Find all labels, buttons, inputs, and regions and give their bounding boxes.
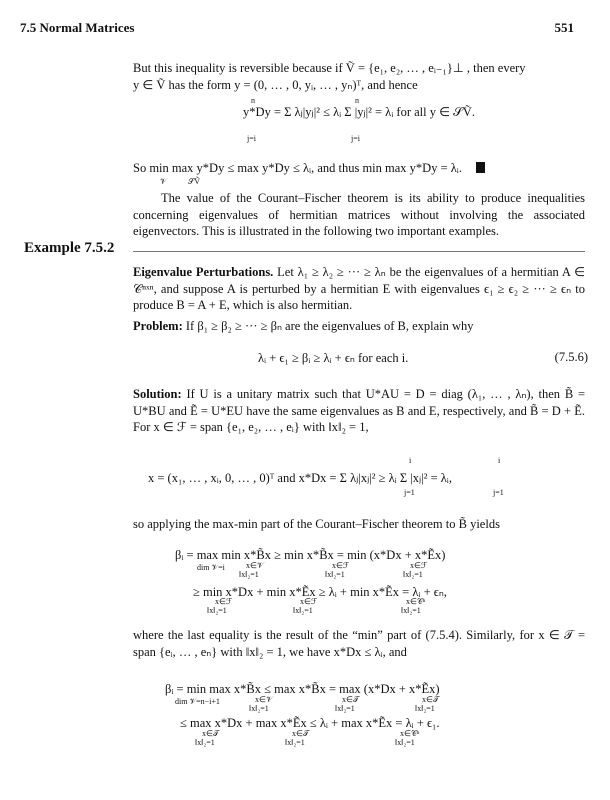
lim-norm-6: ‖x‖₂=1 [401,606,421,615]
paragraph-similarly: where the last equality is the result of the “min” part of (7.5.4). Similarly, for x ∈ 𝒯 = span {eᵢ, … , eₙ} with ‖x‖₂ = 1, we have x*Dx ≤ λᵢ, and [133,628,585,659]
problem-text: If β₁ ≥ β₂ ≥ ··· ≥ βₙ are the eigenvalues of B, explain why [185,319,474,333]
equation-beta-lower-b-body: ≥ min x*Dx + min x*Ẽx ≥ λᵢ + min x*Ẽx = λᵢ + ϵₙ, [193,585,447,599]
page-number: 551 [554,20,574,35]
eigenvalue-perturbations-paragraph [133,264,585,314]
sum2-upper: n [355,96,359,105]
page-header [20,20,574,36]
lim-norm-2: ‖x‖₂=1 [325,570,345,579]
max-limit: 𝒮Ṽ [188,177,200,186]
lim-xF-2: x∈ℱ [410,561,428,570]
lim-xT-2: x∈𝒯 [422,695,440,704]
solution-label: Solution: [133,387,182,401]
lim-norm-1: ‖x‖₂=1 [239,570,259,579]
paragraph-courant-fischer: The value of the Courant–Fischer theorem is its ability to produce inequalities concerning eigenvalues of hermitian matrices without involving the associated eigenvectors. This is illustrated in the following two important examples. [133,191,585,238]
lim-xF-4: x∈ℱ [300,597,318,606]
lim-norm-4: ‖x‖₂=1 [207,606,227,615]
lim-norm-12: ‖x‖₂=1 [395,738,415,747]
lim-norm-3: ‖x‖₂=1 [403,570,423,579]
lim-xV-2: x∈𝒱 [255,695,273,704]
equation-756 [258,350,588,366]
equation-beta-upper-a [165,682,440,713]
so-line-text: So min max y*Dy ≤ max y*Dy ≤ λᵢ, and thus min max y*Dy = λᵢ. [133,161,462,175]
lim-xCn-1: x∈𝒞ⁿ [406,597,426,606]
eigenvalue-perturbations-title: Eigenvalue Perturbations. [133,265,274,279]
sum1-lower: j=i [247,134,256,143]
paragraph-intro-line2: y ∈ Ṽ has the form y = (0, … , 0, yᵢ, … , yₙ)ᵀ, and hence [133,77,418,92]
lim-dimV-ni1: dim 𝒱=n−i+1 [175,697,220,706]
equation-beta-upper-b-body: ≤ max x*Dx + max x*Ẽx ≤ λᵢ + max x*Ẽx = λᵢ + ϵ₁. [180,716,440,730]
lim-dimV-i: dim 𝒱=i [197,563,225,572]
example-label: Example 7.5.2 [24,240,115,256]
lim-norm-7: ‖x‖₂=1 [249,704,269,713]
sum3-lower: j=1 [404,488,415,497]
lim-norm-10: ‖x‖₂=1 [195,738,215,747]
paragraph-intro [133,60,585,93]
equation-x-body: x = (x₁, … , xᵢ, 0, … , 0)ᵀ and x*Dx = Σ λⱼ|xⱼ|² ≥ λᵢ Σ |xⱼ|² = λᵢ, [148,471,452,485]
lim-xT-3: x∈𝒯 [202,729,220,738]
lim-xT-4: x∈𝒯 [292,729,310,738]
equation-beta-lower-a-body: βᵢ = max min x*B̃x ≥ min x*B̃x = min (x*Dx + x*Ẽx) [175,548,446,562]
lim-norm-5: ‖x‖₂=1 [293,606,313,615]
equation-beta-lower-b [193,584,447,615]
equation-beta-upper-b [180,716,440,747]
lim-xF-1: x∈ℱ [332,561,350,570]
lim-xV-1: x∈𝒱 [246,561,264,570]
sum4-lower: j=1 [493,488,504,497]
min-limit: 𝒱 [160,177,167,186]
lim-norm-11: ‖x‖₂=1 [285,738,305,747]
equation-ydy [133,96,585,143]
equation-756-body: λᵢ + ϵ₁ ≥ βᵢ ≥ λᵢ + ϵₙ for each i. [258,351,409,365]
so-applying-line: so applying the max-min part of the Courant–Fischer theorem to B̃ yields [133,517,500,531]
equation-756-number: (7.5.6) [554,350,588,364]
equation-x [148,456,504,497]
sum1-upper: n [251,96,255,105]
lim-xCn-2: x∈𝒞ⁿ [400,729,420,738]
problem-paragraph [133,318,585,335]
lim-norm-9: ‖x‖₂=1 [415,704,435,713]
lim-norm-8: ‖x‖₂=1 [335,704,355,713]
equation-beta-lower-a [175,548,446,579]
sum4-upper: i [498,456,501,465]
solution-paragraph [133,386,585,436]
section-title: 7.5 Normal Matrices [20,20,135,35]
lim-xT-1: x∈𝒯 [342,695,360,704]
so-line [133,160,585,186]
example-rule [133,251,585,252]
qed-square [476,162,485,173]
sum3-upper: i [409,456,412,465]
equation-ydy-body: y*Dy = Σ λⱼ|yⱼ|² ≤ λᵢ Σ |yⱼ|² = λᵢ for all y ∈ 𝒮Ṽ. [243,105,475,119]
problem-label: Problem: [133,319,183,333]
eigenvalue-perturbations-text: Let λ₁ ≥ λ₂ ≥ ··· ≥ λₙ be the eigenvalues of a hermitian A ∈ 𝒞ⁿˣⁿ, and suppose A is perturbed by a hermitian E with eigenvalues ϵ₁ ≥ ϵ₂ ≥ ··· ≥ ϵₙ to produce B = A + E, which is also hermitian. [133,265,585,312]
lim-xF-3: x∈ℱ [215,597,233,606]
solution-text: If U is a unitary matrix such that U*AU = D = diag (λ₁, … , λₙ), then B̃ = U*BU and Ẽ = U*EU have the same eigenvalues as B and E, respectively, and B̃ = D + Ẽ. For x ∈ ℱ = span {e₁, e₂, … , eᵢ} with ‖x‖₂ = 1, [133,387,585,434]
sum2-lower: j=i [351,134,360,143]
paragraph-intro-line1: But this inequality is reversible because if Ṽ = {e₁, e₂, … , eᵢ₋₁}⊥ , then every [133,61,526,75]
equation-beta-upper-a-body: βᵢ = min max x*B̃x ≤ max x*B̃x = max (x*Dx + x*Ẽx) [165,682,440,696]
